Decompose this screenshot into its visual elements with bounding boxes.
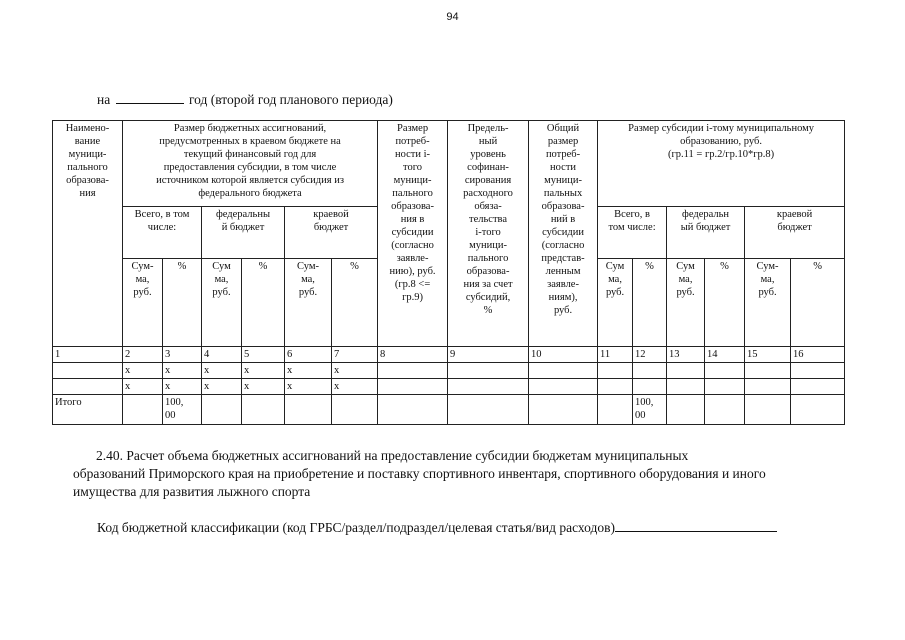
column-number: 8 [378,347,448,363]
table-cell [598,395,633,425]
table-cell [202,395,242,425]
column-number: 11 [598,347,633,363]
header-percent: % [332,259,378,347]
table-cell [667,379,705,395]
header-subsidy-size: Размер субсидии i-тому муниципальному образованию, руб. (гр.11 = гр.2/гр.10*гр.8) [598,121,845,207]
table-cell [667,395,705,425]
column-number: 1 [53,347,123,363]
header-cofinancing-limit: Предель- ный уровень софинан- сирования расходного обяза- тельства i-того муници- пального образова- ния за счет субсидий, % [448,121,529,347]
header-percent: % [163,259,202,347]
column-number: 13 [667,347,705,363]
header-regional-budget: краевой бюджет [285,207,378,259]
table-cell [745,395,791,425]
column-number: 4 [202,347,242,363]
column-number: 2 [123,347,163,363]
table-cell [448,379,529,395]
table-row [53,363,845,379]
column-number: 7 [332,347,378,363]
table-cell [705,379,745,395]
table-cell: x [242,379,285,395]
paragraph-line: образований Приморского края на приобретение и поставку спортивного инвентаря, спортивного оборудования и иного [73,466,766,481]
header-subsidy-federal: федеральн ый бюджет [667,207,745,259]
table-cell [598,363,633,379]
table-cell [332,395,378,425]
column-number: 16 [791,347,845,363]
header-sum: Сум ма, руб. [667,259,705,347]
header-percent: % [705,259,745,347]
paragraph-line: 2.40. Расчет объема бюджетных ассигнований на предоставление субсидии бюджетам муниципальных [96,448,689,463]
table-cell: 100, 00 [633,395,667,425]
table-cell [285,395,332,425]
table-cell: x [285,363,332,379]
header-sum: Сум ма, руб. [598,259,633,347]
header-total-incl: Всего, в том числе: [123,207,202,259]
table-cell [705,363,745,379]
table-cell [667,363,705,379]
header-sum: Сум- ма, руб. [285,259,332,347]
header-subsidy-total-incl: Всего, в том числе: [598,207,667,259]
table-cell [123,395,163,425]
header-need-size: Размер потреб- ности i- того муници- пального образова- ния в субсидии (согласно заявле- нию), руб. (гр.8 <= гр.9) [378,121,448,347]
header-municipality-name: Наимено- вание муници- пального образова- ния [53,121,123,347]
column-number: 6 [285,347,332,363]
column-number: 12 [633,347,667,363]
row-label-cell [53,379,123,395]
table-cell [705,395,745,425]
table-cell: x [242,363,285,379]
table-cell: x [332,379,378,395]
budget-classification-code [97,518,777,536]
table-cell [378,363,448,379]
table-row [53,395,845,425]
column-number: 9 [448,347,529,363]
table-cell [633,379,667,395]
table-cell [598,379,633,395]
column-number: 5 [242,347,285,363]
header-federal-budget: федеральны й бюджет [202,207,285,259]
table-row [53,379,845,395]
section-2-40-paragraph [73,447,853,501]
table-cell [448,363,529,379]
table-cell [633,363,667,379]
table-cell [745,379,791,395]
year-blank-line [116,91,184,104]
row-label-cell: Итого [53,395,123,425]
column-number: 15 [745,347,791,363]
table-cell: x [163,379,202,395]
table-cell [529,395,598,425]
header-percent: % [633,259,667,347]
table-cell: x [332,363,378,379]
table-cell [791,395,845,425]
kbk-blank-line [615,518,777,532]
table-cell: x [163,363,202,379]
table-cell [378,379,448,395]
table-cell [378,395,448,425]
table-cell: 100, 00 [163,395,202,425]
subtitle-suffix: год (второй год планового периода) [188,92,393,107]
page-number: 94 [446,11,459,23]
table-cell: x [202,379,242,395]
period-subtitle [97,91,393,108]
header-percent: % [242,259,285,347]
table-cell [529,379,598,395]
header-subsidy-regional: краевой бюджет [745,207,845,259]
table-cell: x [123,363,163,379]
header-percent: % [791,259,845,347]
table-cell [242,395,285,425]
table-cell [791,363,845,379]
paragraph-line: имущества для развития лыжного спорта [73,484,311,499]
subtitle-prefix: на [97,92,111,107]
table-cell [745,363,791,379]
table-cell [448,395,529,425]
header-sum: Сум ма, руб. [202,259,242,347]
row-label-cell [53,363,123,379]
table-cell: x [123,379,163,395]
header-total-need: Общий размер потреб- ности муници- пальных образова- ний в субсидии (согласно представ- ленным заявле- ниям), руб. [529,121,598,347]
table-cell: x [202,363,242,379]
table-cell [791,379,845,395]
subsidy-calculation-table [52,120,845,425]
header-budget-allocations: Размер бюджетных ассигнований, предусмотренных в краевом бюджете на текущий финансовый год для предоставления субсидии, в том числе источником которой является субсидия из федерального бюджета [123,121,378,207]
column-number-row [53,347,845,363]
column-number: 10 [529,347,598,363]
kbk-label: Код бюджетной классификации (код ГРБС/раздел/подраздел/целевая статья/вид расходов) [97,520,615,535]
column-number: 14 [705,347,745,363]
table-cell: x [285,379,332,395]
header-sum: Сум- ма, руб. [745,259,791,347]
table-cell [529,363,598,379]
column-number: 3 [163,347,202,363]
header-sum: Сум- ма, руб. [123,259,163,347]
